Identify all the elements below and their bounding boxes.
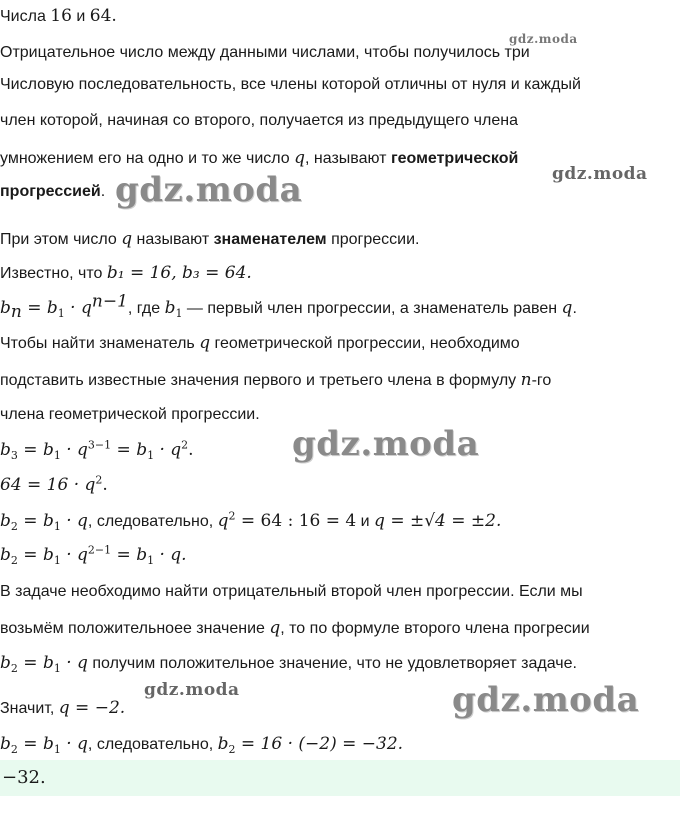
math: b bbox=[0, 545, 11, 565]
watermark: gdz.moda bbox=[115, 170, 303, 210]
answer-box bbox=[0, 760, 680, 796]
math: 64. bbox=[89, 6, 117, 26]
math: 2 bbox=[95, 473, 103, 487]
math: 1 bbox=[53, 743, 61, 757]
text-line bbox=[0, 181, 105, 203]
text: . bbox=[572, 300, 577, 317]
text-line bbox=[0, 474, 108, 497]
math: b bbox=[217, 734, 229, 754]
text: , то по формуле второго члена прогресии bbox=[280, 620, 590, 637]
text: , следовательно, bbox=[87, 513, 218, 530]
text-line bbox=[0, 228, 419, 251]
math: = b bbox=[17, 545, 54, 565]
math: 1 bbox=[147, 554, 155, 568]
math: 16 bbox=[50, 6, 72, 26]
math: 1 bbox=[53, 662, 61, 676]
math: 64 = 16 · q bbox=[0, 475, 96, 495]
math: = b bbox=[111, 545, 148, 565]
math: 2 bbox=[228, 743, 236, 757]
math: · q bbox=[60, 653, 88, 673]
math: q bbox=[199, 333, 211, 353]
math: b bbox=[164, 298, 176, 318]
text-line: Числовую последовательность, все члены которой отличны от нуля и каждый bbox=[0, 76, 581, 93]
text-line bbox=[0, 369, 551, 392]
math: q bbox=[121, 229, 133, 249]
math: = b bbox=[111, 440, 148, 460]
watermark: gdz.moda bbox=[509, 32, 578, 46]
math: b bbox=[0, 511, 11, 531]
math: 3 bbox=[10, 449, 18, 463]
math: · q bbox=[60, 440, 88, 460]
math: = b bbox=[21, 298, 58, 318]
watermark: gdz.moda bbox=[292, 424, 480, 464]
math: b bbox=[0, 653, 11, 673]
text-line bbox=[0, 291, 577, 323]
math: · q bbox=[154, 440, 182, 460]
math: q bbox=[561, 298, 573, 318]
math: · q bbox=[60, 734, 88, 754]
math: 2 bbox=[10, 743, 18, 757]
math: 2 bbox=[10, 662, 18, 676]
math: 2 bbox=[10, 520, 18, 534]
math: = b bbox=[17, 734, 54, 754]
watermark: gdz.moda bbox=[552, 164, 648, 184]
text: Числа bbox=[0, 8, 51, 25]
math: 2−1 bbox=[87, 543, 112, 557]
math: q = ±√4 = ±2. bbox=[374, 511, 502, 531]
math: = 16 · (−2) = −32. bbox=[235, 734, 404, 754]
math: 1 bbox=[147, 449, 155, 463]
text: Чтобы найти знаменатель bbox=[0, 335, 200, 352]
math: . bbox=[102, 475, 108, 495]
answer-value: −32. bbox=[2, 767, 46, 788]
text: и bbox=[356, 513, 375, 530]
text-line bbox=[0, 733, 403, 756]
text: умножением его на одно и то же число bbox=[0, 150, 295, 167]
text-line bbox=[0, 332, 520, 355]
text: подставить известные значения первого и третьего члена в формулу bbox=[0, 372, 521, 389]
text-line bbox=[0, 5, 117, 28]
math: n bbox=[10, 302, 22, 323]
math: 1 bbox=[175, 307, 183, 321]
text: получим положительное значение, что не удовлетворяет задаче. bbox=[87, 655, 577, 672]
math: q bbox=[269, 618, 281, 638]
text: называют bbox=[132, 231, 214, 248]
math: 1 bbox=[53, 449, 61, 463]
math: 1 bbox=[53, 520, 61, 534]
math: · q bbox=[60, 545, 88, 565]
text: геометрической прогрессии, необходимо bbox=[210, 335, 520, 352]
math: n bbox=[520, 370, 532, 390]
math: q bbox=[294, 148, 306, 168]
math: b bbox=[0, 440, 11, 460]
term: прогрессией bbox=[0, 183, 101, 200]
math: · q bbox=[60, 511, 88, 531]
term: геометрической bbox=[390, 150, 519, 167]
watermark: gdz.moda bbox=[452, 680, 640, 720]
text-line bbox=[0, 262, 252, 285]
math: 1 bbox=[53, 554, 61, 568]
text: При этом число bbox=[0, 231, 122, 248]
text-line: В задаче необходимо найти отрицательный второй член прогрессии. Если мы bbox=[0, 583, 583, 600]
text: Известно, что bbox=[0, 265, 107, 282]
math: b₁ = 16, b₃ = 64. bbox=[106, 263, 252, 283]
text-line bbox=[0, 544, 187, 567]
text-line: члена геометрической прогрессии. bbox=[0, 406, 260, 423]
math: 2 bbox=[10, 554, 18, 568]
math: = b bbox=[17, 653, 54, 673]
math: q = −2. bbox=[58, 698, 126, 718]
text: , называют bbox=[305, 150, 391, 167]
math: b bbox=[0, 734, 11, 754]
text-line bbox=[0, 652, 577, 675]
term: знаменателем bbox=[213, 231, 327, 248]
text: прогрессии. bbox=[326, 231, 420, 248]
math: = 64 : 16 = 4 bbox=[235, 511, 357, 531]
text-line bbox=[0, 147, 518, 170]
text-line: член которой, начиная со второго, получается из предыдущего члена bbox=[0, 112, 518, 129]
math: · q bbox=[64, 298, 92, 318]
math: 2 bbox=[228, 509, 236, 523]
math: = b bbox=[17, 440, 54, 460]
math: . bbox=[188, 440, 194, 460]
math: b bbox=[0, 298, 11, 318]
text-line bbox=[0, 439, 194, 462]
text: возьмём положительноее значение bbox=[0, 620, 270, 637]
text-line bbox=[0, 617, 590, 640]
text-line bbox=[0, 510, 501, 533]
math: 2 bbox=[181, 438, 189, 452]
text-line: Отрицательное число между данными числами, чтобы получилось три bbox=[0, 44, 530, 61]
math: 3−1 bbox=[87, 438, 112, 452]
text-line bbox=[0, 697, 125, 720]
math: q bbox=[217, 511, 229, 531]
math: 1 bbox=[57, 307, 65, 321]
math: n−1 bbox=[91, 291, 128, 312]
text: и bbox=[71, 8, 90, 25]
text: . bbox=[100, 183, 106, 200]
text: , следовательно, bbox=[87, 736, 218, 753]
math: = b bbox=[17, 511, 54, 531]
text: Значит, bbox=[0, 700, 59, 717]
math: · q. bbox=[154, 545, 187, 565]
text: — первый член прогрессии, а знаменатель равен bbox=[182, 300, 562, 317]
text: , где bbox=[127, 300, 165, 317]
text: -го bbox=[531, 372, 552, 389]
watermark: gdz.moda bbox=[144, 680, 240, 700]
